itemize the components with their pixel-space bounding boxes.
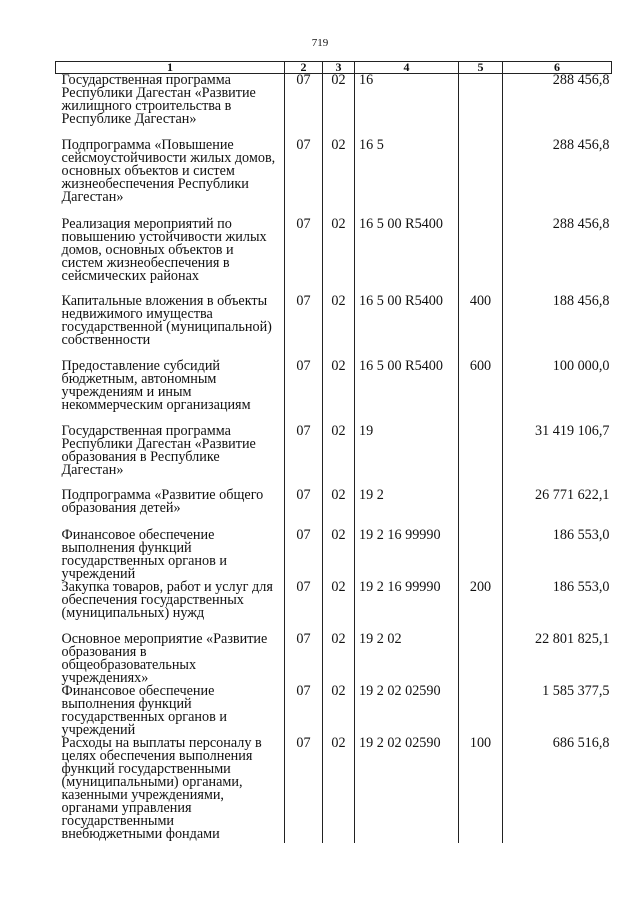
row-expense-type: 600 <box>459 360 503 425</box>
row-amount: 686 516,8 <box>503 737 612 843</box>
table-row <box>56 295 612 360</box>
row-subsection: 02 <box>323 529 355 581</box>
row-target-code: 16 5 00 R5400 <box>355 360 459 425</box>
row-name: Основное мероприятие «Развитие образования в общеобразовательных учреждениях» <box>61 630 268 686</box>
header-col-3: 3 <box>323 62 355 74</box>
row-name: Расходы на выплаты персоналу в целях обеспечения выполнения функций государственными (муниципальными) органами, казенными учреждениями, органами управления государственными внебюджетными фондами <box>61 734 262 842</box>
row-amount: 288 456,8 <box>503 218 612 295</box>
row-expense-type <box>459 529 503 581</box>
header-col-6: 6 <box>503 62 612 74</box>
row-expense-type <box>459 633 503 685</box>
row-name: Закупка товаров, работ и услуг для обеспечения государственных (муниципальных) нужд <box>61 578 273 621</box>
row-target-code: 19 2 <box>355 489 459 529</box>
row-subsection: 02 <box>323 489 355 529</box>
row-target-code: 19 2 16 99990 <box>355 581 459 633</box>
row-expense-type <box>459 218 503 295</box>
row-expense-type <box>459 425 503 489</box>
budget-table <box>55 61 612 843</box>
row-amount: 186 553,0 <box>503 581 612 633</box>
row-section: 07 <box>285 218 323 295</box>
row-amount: 100 000,0 <box>503 360 612 425</box>
table-row <box>56 139 612 218</box>
table-row <box>56 737 612 843</box>
row-section: 07 <box>285 489 323 529</box>
table-row <box>56 74 612 139</box>
row-target-code: 19 2 16 99990 <box>355 529 459 581</box>
row-subsection: 02 <box>323 581 355 633</box>
page-number: 719 <box>311 37 329 49</box>
row-amount: 26 771 622,1 <box>503 489 612 529</box>
row-name: Капитальные вложения в объекты недвижимого имущества государственной (муниципальной) собственности <box>61 292 272 348</box>
table-row <box>56 360 612 425</box>
row-section: 07 <box>285 529 323 581</box>
row-section: 07 <box>285 295 323 360</box>
row-section: 07 <box>285 685 323 737</box>
row-section: 07 <box>285 139 323 218</box>
row-subsection: 02 <box>323 633 355 685</box>
row-section: 07 <box>285 581 323 633</box>
row-subsection: 02 <box>323 295 355 360</box>
row-name: Государственная программа Республики Дагестан «Развитие образования в Республике Дагестан» <box>61 422 256 478</box>
row-expense-type <box>459 74 503 139</box>
row-name: Реализация мероприятий по повышению устойчивости жилых домов, основных объектов и систем жизнеобеспечения в сейсмических районах <box>61 215 267 284</box>
row-expense-type: 400 <box>459 295 503 360</box>
row-amount: 22 801 825,1 <box>503 633 612 685</box>
row-name: Подпрограмма «Повышение сейсмоустойчивости жилых домов, основных объектов и систем жизнеобеспечения Республики Дагестан» <box>61 136 276 205</box>
row-section: 07 <box>285 737 323 843</box>
row-expense-type: 200 <box>459 581 503 633</box>
table-row <box>56 685 612 737</box>
row-section: 07 <box>285 425 323 489</box>
row-subsection: 02 <box>323 218 355 295</box>
header-col-5: 5 <box>459 62 503 74</box>
row-expense-type <box>459 139 503 218</box>
row-name: Государственная программа Республики Дагестан «Развитие жилищного строительства в Республике Дагестан» <box>61 72 256 127</box>
row-section: 07 <box>285 74 323 139</box>
table-row <box>56 529 612 581</box>
row-target-code: 16 5 00 R5400 <box>355 218 459 295</box>
row-target-code: 19 <box>355 425 459 489</box>
row-amount: 188 456,8 <box>503 295 612 360</box>
table-row <box>56 425 612 489</box>
row-name: Предоставление субсидий бюджетным, автономным учреждениям и иным некоммерческим организациям <box>61 357 251 413</box>
row-expense-type <box>459 489 503 529</box>
table-row <box>56 633 612 685</box>
row-expense-type: 100 <box>459 737 503 843</box>
row-name: Подпрограмма «Развитие общего образования детей» <box>61 486 264 516</box>
table-row <box>56 489 612 529</box>
row-target-code: 19 2 02 <box>355 633 459 685</box>
row-section: 07 <box>285 633 323 685</box>
row-subsection: 02 <box>323 685 355 737</box>
row-target-code: 19 2 02 02590 <box>355 737 459 843</box>
header-col-2: 2 <box>285 62 323 74</box>
row-subsection: 02 <box>323 737 355 843</box>
row-subsection: 02 <box>323 74 355 139</box>
table-row <box>56 581 612 633</box>
table-row <box>56 218 612 295</box>
row-subsection: 02 <box>323 360 355 425</box>
row-amount: 186 553,0 <box>503 529 612 581</box>
row-name: Финансовое обеспечение выполнения функций государственных органов и учреждений <box>61 526 227 582</box>
row-target-code: 16 5 <box>355 139 459 218</box>
row-name: Финансовое обеспечение выполнения функций государственных органов и учреждений <box>61 682 227 738</box>
row-amount: 31 419 106,7 <box>503 425 612 489</box>
row-amount: 288 456,8 <box>503 74 612 139</box>
header-col-1: 1 <box>56 62 285 74</box>
row-section: 07 <box>285 360 323 425</box>
row-amount: 1 585 377,5 <box>503 685 612 737</box>
row-target-code: 16 <box>355 74 459 139</box>
row-amount: 288 456,8 <box>503 139 612 218</box>
row-subsection: 02 <box>323 425 355 489</box>
row-subsection: 02 <box>323 139 355 218</box>
row-expense-type <box>459 685 503 737</box>
header-col-4: 4 <box>355 62 459 74</box>
row-target-code: 19 2 02 02590 <box>355 685 459 737</box>
row-target-code: 16 5 00 R5400 <box>355 295 459 360</box>
